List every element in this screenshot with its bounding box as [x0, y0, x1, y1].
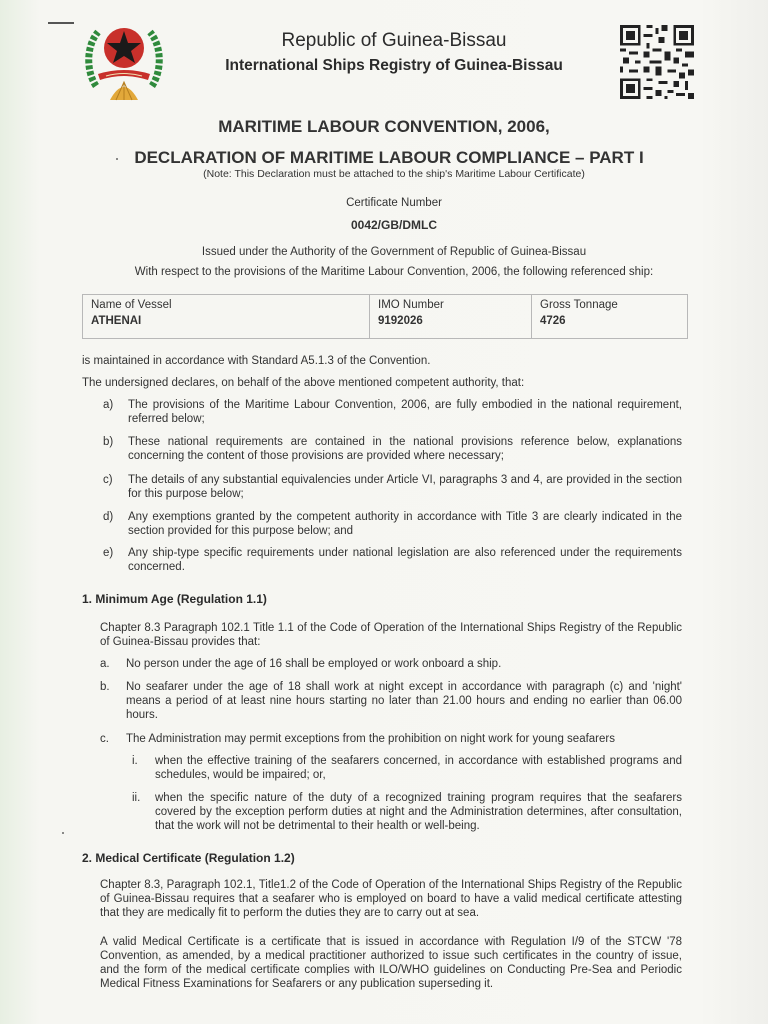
list-text: when the effective training of the seafarers concerned, in accordance with established programs and schedules, would be impaired; or, [155, 755, 682, 781]
scan-mark [48, 22, 74, 24]
list-marker: c. [100, 733, 109, 745]
list-text: when the specific nature of the duty of a recognized training program requires that the seafarers covered by the exception perform duties at night and the Administration determines, after consultation, that the work will not be detrimental to their health or well-being. [155, 792, 682, 832]
section-heading: 1. Minimum Age (Regulation 1.1) [82, 592, 267, 606]
vessel-name-cell [83, 295, 370, 339]
list-text: The Administration may permit exceptions from the prohibition on night work for young seafarers [126, 733, 615, 745]
attachment-note: (Note: This Declaration must be attached to the ship's Maritime Labour Certificate) [203, 168, 585, 180]
imo-number-label: IMO Number [378, 299, 444, 311]
header-country: Republic of Guinea-Bissau [281, 30, 507, 51]
list-marker: d) [103, 511, 114, 523]
maintained-statement: is maintained in accordance with Standard A5.1.3 of the Convention. [82, 355, 431, 367]
list-text: The details of any substantial equivalencies under Article VI, paragraphs 3 and 4, are provided in the section for this purpose below; [128, 474, 682, 500]
document-title-line2: DECLARATION OF MARITIME LABOUR COMPLIANCE – PART I [134, 148, 644, 167]
vessel-name-label: Name of Vessel [91, 299, 172, 311]
authority-statement: Issued under the Authority of the Government of Republic of Guinea-Bissau [201, 246, 587, 258]
certificate-number-value: 0042/GB/DMLC [350, 218, 438, 232]
list-marker: a. [100, 658, 110, 670]
undersigned-statement: The undersigned declares, on behalf of the above mentioned competent authority, that: [82, 377, 525, 389]
gross-tonnage-cell [532, 295, 688, 339]
scan-speck [62, 832, 64, 834]
imo-number-value: 9192026 [378, 315, 423, 327]
list-text: Any exemptions granted by the competent authority in accordance with Title 3 are clearly indicated in the section provided for this purpose below; and [128, 511, 682, 537]
gross-tonnage-value: 4726 [540, 315, 566, 327]
list-text: No seafarer under the age of 18 shall work at night except in accordance with paragraph (c) and 'night' means a period of at least nine hours starting no later than 21.00 hours and ending no earlier than 06.00 hours. [126, 681, 682, 721]
list-marker: c) [103, 474, 113, 486]
vessel-name-value: ATHENAI [91, 315, 142, 327]
section2-paragraph: A valid Medical Certificate is a certificate that is issued in accordance with Regulation I/9 of the STCW '78 Convention, as amended, by a medical practitioner authorized to issue such certificates in the country of issue, and the form of the medical certificate complies with ILO/WHO guidelines on Conducting Pre-Sea and Periodic Medical Fitness Examinations for Seafarers or any publication superseding it. [100, 936, 682, 990]
table-row [83, 295, 688, 339]
section1-intro: Chapter 8.3 Paragraph 102.1 Title 1.1 of the Code of Operation of the International Ships Registry of the Republic of Guinea-Bissau provides that: [100, 622, 682, 648]
list-marker: b) [103, 436, 114, 448]
list-text: The provisions of the Maritime Labour Convention, 2006, are fully embodied in the national requirement, referred below; [128, 399, 682, 425]
gross-tonnage-label: Gross Tonnage [540, 299, 618, 311]
list-marker: a) [103, 399, 114, 411]
list-text: No person under the age of 16 shall be employed or work onboard a ship. [126, 658, 502, 670]
list-marker: e) [103, 547, 114, 559]
vessel-table [82, 294, 688, 339]
header-registry: International Ships Registry of Guinea-Bissau [225, 57, 563, 74]
list-marker: ii. [132, 792, 141, 804]
certificate-number-label: Certificate Number [346, 197, 442, 209]
imo-number-cell [370, 295, 532, 339]
section-heading: 2. Medical Certificate (Regulation 1.2) [82, 851, 295, 865]
list-text: These national requirements are contained in the national provisions reference below, explanations concerning the content of those provisions are provided where necessary; [128, 436, 682, 462]
list-marker: i. [132, 755, 138, 767]
section2-paragraph: Chapter 8.3, Paragraph 102.1, Title1.2 of the Code of Operation of the International Ships Registry of the Republic of Guinea-Bissau requires that a seafarer who is employed on board to have a valid medical certificate attesting that they are medically fit to perform the duties they are to carry out at sea. [100, 879, 682, 919]
list-marker: b. [100, 681, 110, 693]
qr-code-icon [620, 25, 694, 99]
document-title-line1: MARITIME LABOUR CONVENTION, 2006, [218, 117, 550, 136]
list-text: Any ship-type specific requirements under national legislation are also referenced under the requirements concerned. [128, 547, 682, 573]
referenced-ship-statement: With respect to the provisions of the Maritime Labour Convention, 2006, the following referenced ship: [134, 266, 654, 278]
